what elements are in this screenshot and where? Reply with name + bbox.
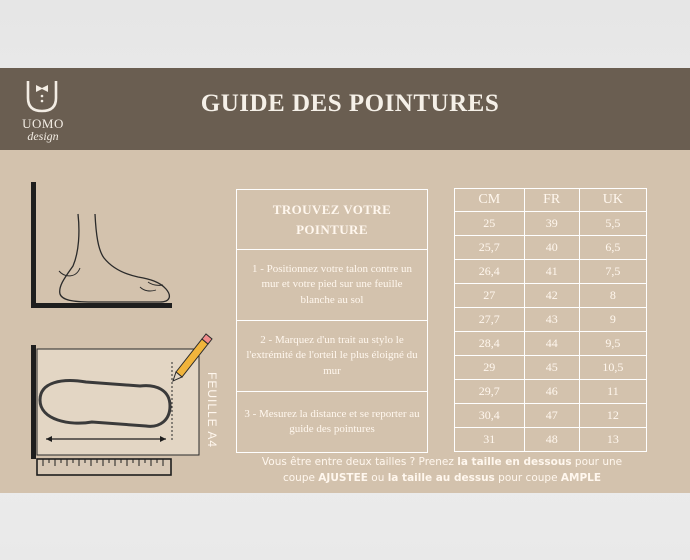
table-row: [455, 212, 647, 236]
page-title: GUIDE DES POINTURES: [200, 90, 500, 117]
fr-cell: 48: [524, 428, 579, 452]
fr-cell: 46: [524, 380, 579, 404]
fr-cell: 39: [524, 212, 579, 236]
note-text: pour une: [571, 456, 623, 468]
fr-cell: 41: [524, 260, 579, 284]
table-header-row: [455, 189, 647, 212]
cm-cell: 29,7: [455, 380, 525, 404]
uk-cell: 13: [579, 428, 646, 452]
note-emphasis: la taille au dessus: [387, 472, 495, 484]
uk-cell: 8: [579, 284, 646, 308]
instruction-step-1: 1 - Positionnez votre talon contre un mur et votre pied sur une feuille blanche au sol: [237, 250, 427, 321]
size-guide-panel: [0, 150, 690, 493]
note-text: coupe: [282, 472, 319, 484]
cm-cell: 25,7: [455, 236, 525, 260]
brand-name-top: UOMO: [22, 116, 64, 131]
cm-cell: 25: [455, 212, 525, 236]
cm-cell: 28,4: [455, 332, 525, 356]
cm-cell: 27: [455, 284, 525, 308]
cm-cell: 29: [455, 356, 525, 380]
uk-cell: 9,5: [579, 332, 646, 356]
uk-cell: 5,5: [579, 212, 646, 236]
note-text: pour coupe: [494, 472, 561, 484]
uk-cell: 12: [579, 404, 646, 428]
note-emphasis: AMPLE: [560, 472, 602, 484]
fr-cell: 47: [524, 404, 579, 428]
uk-cell: 7,5: [579, 260, 646, 284]
column-header-cm: CM: [455, 189, 525, 212]
table-row: [455, 404, 647, 428]
fr-cell: 45: [524, 356, 579, 380]
fr-cell: 44: [524, 332, 579, 356]
fr-cell: 42: [524, 284, 579, 308]
size-conversion-table: [454, 188, 647, 452]
uk-cell: 9: [579, 308, 646, 332]
table-row: [455, 308, 647, 332]
foot-wall-icon: [31, 182, 172, 308]
column-header-fr: FR: [524, 189, 579, 212]
table-row: [455, 284, 647, 308]
cm-cell: 30,4: [455, 404, 525, 428]
fr-cell: 43: [524, 308, 579, 332]
instructions-heading: TROUVEZ VOTRE POINTURE: [237, 190, 427, 250]
cm-cell: 27,7: [455, 308, 525, 332]
header-bar: [0, 68, 690, 150]
note-text: ou: [367, 472, 388, 484]
cm-cell: 31: [455, 428, 525, 452]
instructions-box: [236, 189, 428, 453]
fit-advice-note: [232, 454, 652, 486]
table-row: [455, 380, 647, 404]
uk-cell: 10,5: [579, 356, 646, 380]
uk-cell: 6,5: [579, 236, 646, 260]
table-row: [455, 260, 647, 284]
brand-logo: [12, 76, 74, 148]
table-row: [455, 332, 647, 356]
note-emphasis: AJUSTEE: [318, 472, 368, 484]
fr-cell: 40: [524, 236, 579, 260]
foot-outline-paper-icon: [31, 345, 199, 475]
paper-label: FEUILLE A4: [205, 372, 219, 449]
column-header-uk: UK: [579, 189, 646, 212]
note-text: Vous être entre deux tailles ? Prenez: [261, 456, 458, 468]
note-emphasis: la taille en dessous: [457, 456, 572, 468]
bowtie-cup-logo-icon: [23, 78, 61, 114]
brand-name-bottom: design: [27, 129, 59, 143]
uk-cell: 11: [579, 380, 646, 404]
table-row: [455, 356, 647, 380]
table-row: [455, 428, 647, 452]
instruction-step-2: 2 - Marquez d'un trait au stylo le l'extrémité de l'orteil le plus éloigné du mur: [237, 321, 427, 392]
foot-measure-illustration: [0, 150, 230, 493]
table-row: [455, 236, 647, 260]
instruction-step-3: 3 - Mesurez la distance et se reporter au guide des pointures: [244, 407, 420, 435]
cm-cell: 26,4: [455, 260, 525, 284]
